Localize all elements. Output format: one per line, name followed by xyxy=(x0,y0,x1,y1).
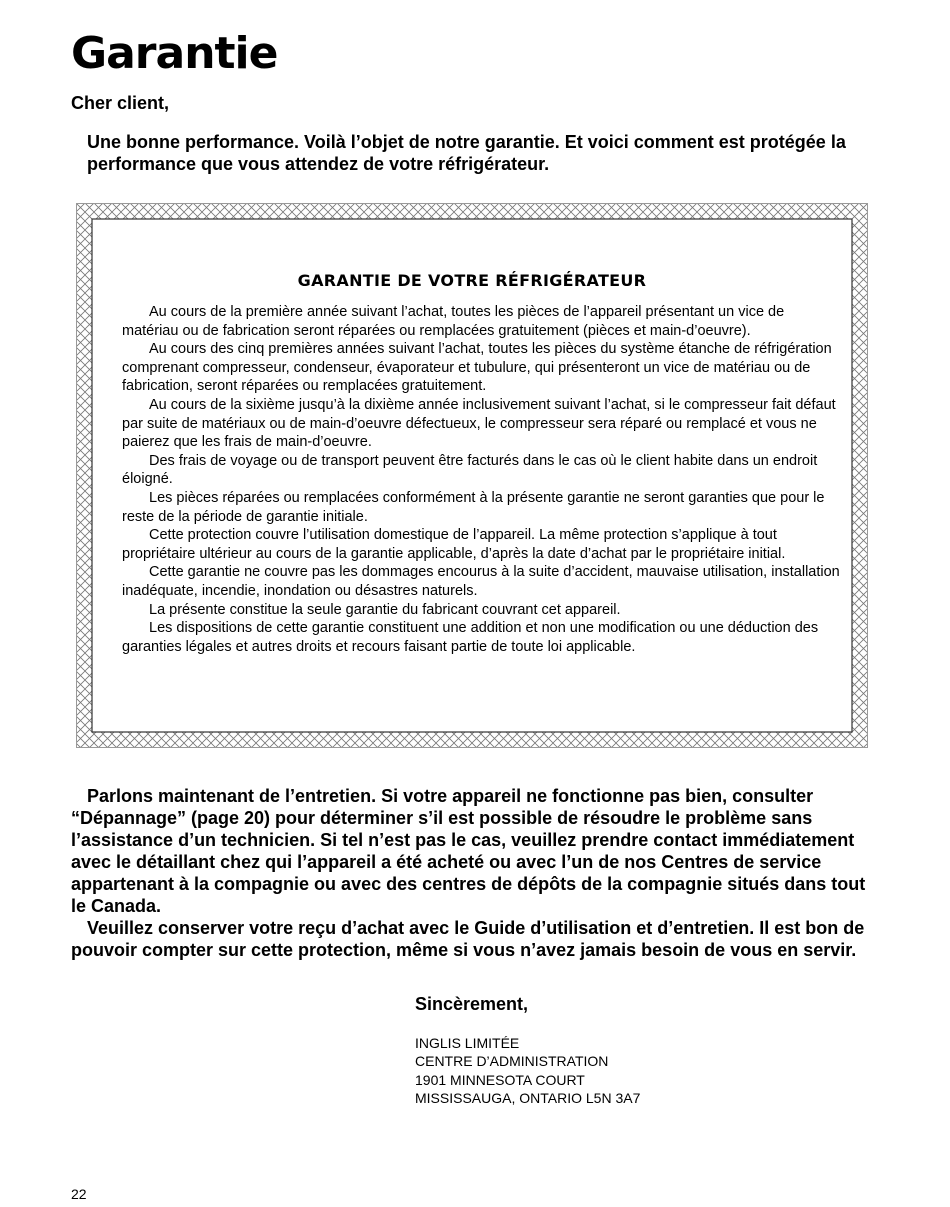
warranty-text xyxy=(122,303,842,656)
salutation: Cher client, xyxy=(71,93,170,113)
address-line: INGLIS LIMITÉE xyxy=(415,1035,520,1051)
page-title: Garantie xyxy=(71,28,278,79)
warranty-box xyxy=(76,203,868,748)
receipt-paragraph: Veuillez conserver votre reçu d’achat avec le Guide d’utilisation et d’entretien. Il est bon de pouvoir compter sur cette protection, même si vous n’avez jamais besoin de vous en servir. xyxy=(71,918,865,960)
closing-text xyxy=(71,785,876,961)
service-paragraph: Parlons maintenant de l’entretien. Si votre appareil ne fonctionne pas bien, consulter “Dépannage” (page 20) pour déterminer s’il est possible de résoudre le problème sans l’assistance d’un technicien. Si tel n’est pas le cas, veuillez prendre contact immédiatement avec le détaillant chez qui l’appareil a été acheté ou avec l’un de nos Centres de service appartenant à la compagnie ou avec des centres de dépôts de la compagnie situés dans tout le Canada. xyxy=(71,786,866,916)
address-line: CENTRE D’ADMINISTRATION xyxy=(415,1053,609,1070)
warranty-paragraph: Des frais de voyage ou de transport peuvent être facturés dans le cas où le client habite dans un endroit éloigné. xyxy=(122,452,818,488)
warranty-paragraph: Les pièces réparées ou remplacées conformément à la présente garantie ne seront garanties que pour le reste de la période de garantie initiale. xyxy=(122,489,825,525)
page-number: 22 xyxy=(71,1186,87,1202)
warranty-heading: GARANTIE DE VOTRE RÉFRIGÉRATEUR xyxy=(297,271,647,290)
warranty-paragraph: Au cours de la sixième jusqu’à la dixième année inclusivement suivant l’achat, si le compresseur fait défaut par suite de matériaux ou de main-d’oeuvre défectueux, le compresseur sera réparé ou remplacé et vous ne paierez que les frais de main-d’oeuvre. xyxy=(122,396,836,451)
warranty-paragraph: Au cours des cinq premières années suivant l’achat, toutes les pièces du système étanche de réfrigération comprenant compresseur, condenseur, évaporateur et tubulure, qui présenteront un vice de matériau ou de fabrication, seront réparées ou remplacées gratuitement. xyxy=(122,341,832,395)
company-address xyxy=(415,1034,640,1108)
intro-paragraph xyxy=(71,131,876,175)
warranty-paragraph: Au cours de la première année suivant l’achat, toutes les pièces de l’appareil présentant un vice de matériau ou de fabrication seront réparées ou remplacées gratuitement (pièces et main-d’oeuvre). xyxy=(122,304,785,339)
warranty-paragraph: La présente constitue la seule garantie du fabricant couvrant cet appareil. xyxy=(149,601,621,618)
address-line: 1901 MINNESOTA COURT xyxy=(415,1071,585,1088)
warranty-paragraph: Cette garantie ne couvre pas les dommages encourus à la suite d’accident, mauvaise utilisation, installation inadéquate, incendie, inondation ou désastres naturels. xyxy=(122,564,840,599)
signoff: Sincèrement, xyxy=(415,994,529,1014)
intro-text: Une bonne performance. Voilà l’objet de notre garantie. Et voici comment est protégée la performance que vous attendez de votre réfrigérateur. xyxy=(87,132,846,174)
warranty-paragraph: Cette protection couvre l’utilisation domestique de l’appareil. La même protection s’applique à tout propriétaire ultérieur au cours de la garantie applicable, d’après la date d’achat par le propriétaire initial. xyxy=(122,527,786,562)
address-line: MISSISSAUGA, ONTARIO L5N 3A7 xyxy=(415,1090,641,1107)
warranty-paragraph: Les dispositions de cette garantie constituent une addition et non une modification ou une déduction des garanties légales et autres droits et recours faisant partie de toute loi applicable. xyxy=(122,620,819,655)
